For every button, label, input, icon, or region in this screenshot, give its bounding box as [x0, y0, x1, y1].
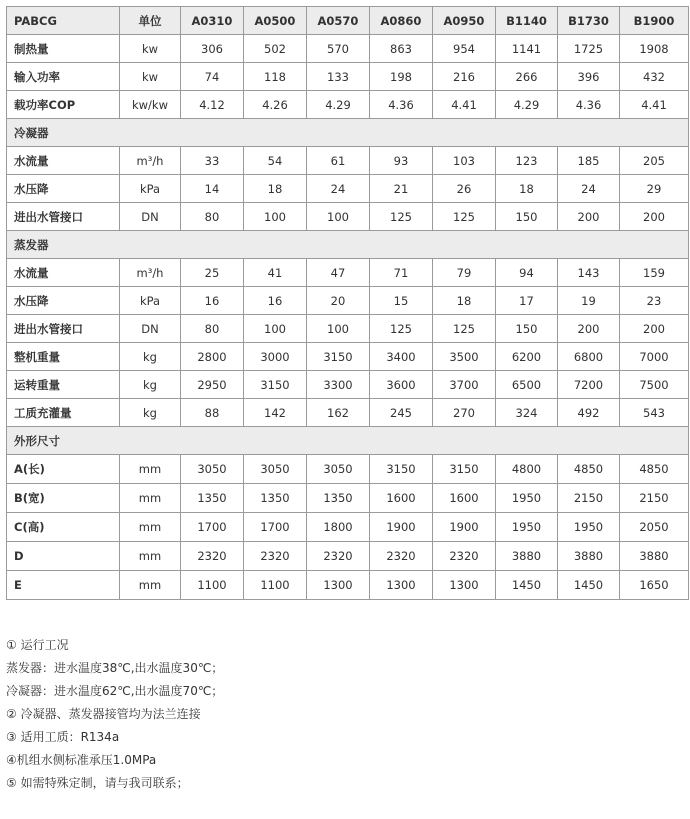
value-cell: 150: [496, 315, 558, 343]
value-cell: 1600: [433, 484, 496, 513]
value-cell: 3600: [370, 371, 433, 399]
value-cell: 14: [181, 175, 244, 203]
table-row: [7, 315, 689, 343]
unit-cell: mm: [120, 513, 181, 542]
table-row: [7, 513, 689, 542]
value-cell: 3700: [433, 371, 496, 399]
value-cell: 3150: [433, 455, 496, 484]
header-model-cell: A0310: [181, 7, 244, 35]
unit-cell: mm: [120, 542, 181, 571]
value-cell: 47: [307, 259, 370, 287]
value-cell: 33: [181, 147, 244, 175]
value-cell: 3300: [307, 371, 370, 399]
value-cell: 15: [370, 287, 433, 315]
value-cell: 3050: [307, 455, 370, 484]
table-row: [7, 484, 689, 513]
value-cell: 23: [620, 287, 689, 315]
value-cell: 54: [244, 147, 307, 175]
unit-cell: kg: [120, 343, 181, 371]
header-model-cell: A0950: [433, 7, 496, 35]
value-cell: 4.12: [181, 91, 244, 119]
value-cell: 4.29: [496, 91, 558, 119]
value-cell: 142: [244, 399, 307, 427]
value-cell: 6200: [496, 343, 558, 371]
table-row: [7, 203, 689, 231]
table-row: [7, 399, 689, 427]
value-cell: 20: [307, 287, 370, 315]
value-cell: 4800: [496, 455, 558, 484]
value-cell: 7000: [620, 343, 689, 371]
value-cell: 863: [370, 35, 433, 63]
value-cell: 7200: [558, 371, 620, 399]
value-cell: 3050: [244, 455, 307, 484]
unit-cell: mm: [120, 571, 181, 600]
value-cell: 1300: [433, 571, 496, 600]
section-row: [7, 231, 689, 259]
value-cell: 185: [558, 147, 620, 175]
value-cell: 1450: [496, 571, 558, 600]
value-cell: 133: [307, 63, 370, 91]
value-cell: 3880: [620, 542, 689, 571]
value-cell: 24: [558, 175, 620, 203]
table-row: [7, 343, 689, 371]
row-label-cell: D: [7, 542, 120, 571]
value-cell: 2320: [244, 542, 307, 571]
table-row: [7, 147, 689, 175]
value-cell: 125: [433, 203, 496, 231]
note-line: 冷凝器：进水温度62℃,出水温度70℃；: [6, 684, 224, 698]
note-line: ④机组水侧标准承压1.0MPa: [6, 753, 157, 767]
value-cell: 3880: [558, 542, 620, 571]
note-line: ③ 适用工质：R134a: [6, 730, 120, 744]
row-label-cell: 输入功率: [7, 63, 120, 91]
value-cell: 198: [370, 63, 433, 91]
value-cell: 492: [558, 399, 620, 427]
value-cell: 954: [433, 35, 496, 63]
unit-cell: kg: [120, 371, 181, 399]
value-cell: 94: [496, 259, 558, 287]
value-cell: 4.36: [558, 91, 620, 119]
value-cell: 100: [307, 203, 370, 231]
unit-cell: m³/h: [120, 259, 181, 287]
value-cell: 1950: [496, 484, 558, 513]
value-cell: 2950: [181, 371, 244, 399]
row-label-cell: 水流量: [7, 147, 120, 175]
value-cell: 80: [181, 203, 244, 231]
value-cell: 1600: [370, 484, 433, 513]
value-cell: 4850: [620, 455, 689, 484]
value-cell: 79: [433, 259, 496, 287]
value-cell: 1950: [496, 513, 558, 542]
value-cell: 1800: [307, 513, 370, 542]
value-cell: 3150: [244, 371, 307, 399]
value-cell: 2800: [181, 343, 244, 371]
header-model-cell: B1900: [620, 7, 689, 35]
value-cell: 1900: [433, 513, 496, 542]
table-row: [7, 571, 689, 600]
section-title-cell: 冷凝器: [7, 119, 689, 147]
table-row: [7, 259, 689, 287]
value-cell: 306: [181, 35, 244, 63]
row-label-cell: 制热量: [7, 35, 120, 63]
row-label-cell: C(高): [7, 513, 120, 542]
header-model-cell: A0500: [244, 7, 307, 35]
value-cell: 25: [181, 259, 244, 287]
value-cell: 1350: [307, 484, 370, 513]
value-cell: 143: [558, 259, 620, 287]
value-cell: 200: [558, 203, 620, 231]
section-title-cell: 外形尺寸: [7, 427, 689, 455]
value-cell: 6800: [558, 343, 620, 371]
value-cell: 100: [244, 315, 307, 343]
value-cell: 2320: [370, 542, 433, 571]
unit-cell: kw/kw: [120, 91, 181, 119]
value-cell: 29: [620, 175, 689, 203]
unit-cell: kg: [120, 399, 181, 427]
row-label-cell: 载功率COP: [7, 91, 120, 119]
value-cell: 93: [370, 147, 433, 175]
value-cell: 24: [307, 175, 370, 203]
value-cell: 88: [181, 399, 244, 427]
value-cell: 41: [244, 259, 307, 287]
value-cell: 3050: [181, 455, 244, 484]
note-line: ② 冷凝器、蒸发器接管均为法兰连接: [6, 707, 201, 721]
value-cell: 16: [181, 287, 244, 315]
row-label-cell: 水流量: [7, 259, 120, 287]
value-cell: 245: [370, 399, 433, 427]
row-label-cell: E: [7, 571, 120, 600]
note-line: ⑤ 如需特殊定制，请与我司联系；: [6, 776, 189, 790]
value-cell: 396: [558, 63, 620, 91]
value-cell: 2320: [433, 542, 496, 571]
value-cell: 1350: [244, 484, 307, 513]
header-unit-cell: 单位: [120, 7, 181, 35]
value-cell: 205: [620, 147, 689, 175]
table-row: [7, 63, 689, 91]
value-cell: 3150: [370, 455, 433, 484]
spec-table: [6, 6, 689, 600]
row-label-cell: A(长): [7, 455, 120, 484]
value-cell: 570: [307, 35, 370, 63]
row-label-cell: 整机重量: [7, 343, 120, 371]
value-cell: 125: [370, 315, 433, 343]
value-cell: 80: [181, 315, 244, 343]
unit-cell: kPa: [120, 175, 181, 203]
header-model-cell: B1730: [558, 7, 620, 35]
value-cell: 6500: [496, 371, 558, 399]
header-model-cell: A0570: [307, 7, 370, 35]
table-row: [7, 455, 689, 484]
value-cell: 2150: [620, 484, 689, 513]
table-row: [7, 175, 689, 203]
value-cell: 18: [433, 287, 496, 315]
value-cell: 1350: [181, 484, 244, 513]
header-corner-cell: PABCG: [7, 7, 120, 35]
value-cell: 125: [370, 203, 433, 231]
note-line: 蒸发器：进水温度38℃,出水温度30℃；: [6, 661, 224, 675]
value-cell: 123: [496, 147, 558, 175]
header-model-cell: B1140: [496, 7, 558, 35]
value-cell: 1950: [558, 513, 620, 542]
section-row: [7, 427, 689, 455]
value-cell: 2050: [620, 513, 689, 542]
value-cell: 543: [620, 399, 689, 427]
value-cell: 1100: [244, 571, 307, 600]
value-cell: 3880: [496, 542, 558, 571]
value-cell: 16: [244, 287, 307, 315]
value-cell: 17: [496, 287, 558, 315]
table-header-row: [7, 7, 689, 35]
value-cell: 1300: [370, 571, 433, 600]
value-cell: 26: [433, 175, 496, 203]
value-cell: 3500: [433, 343, 496, 371]
value-cell: 266: [496, 63, 558, 91]
row-label-cell: 运转重量: [7, 371, 120, 399]
value-cell: 18: [244, 175, 307, 203]
value-cell: 1725: [558, 35, 620, 63]
section-row: [7, 119, 689, 147]
value-cell: 4.26: [244, 91, 307, 119]
value-cell: 100: [244, 203, 307, 231]
value-cell: 1300: [307, 571, 370, 600]
value-cell: 103: [433, 147, 496, 175]
note-line: ① 运行工况: [6, 638, 69, 652]
value-cell: 1908: [620, 35, 689, 63]
unit-cell: DN: [120, 315, 181, 343]
value-cell: 2320: [307, 542, 370, 571]
value-cell: 200: [558, 315, 620, 343]
value-cell: 1700: [244, 513, 307, 542]
row-label-cell: B(宽): [7, 484, 120, 513]
value-cell: 4.41: [433, 91, 496, 119]
table-row: [7, 91, 689, 119]
value-cell: 4.41: [620, 91, 689, 119]
value-cell: 1450: [558, 571, 620, 600]
value-cell: 432: [620, 63, 689, 91]
value-cell: 324: [496, 399, 558, 427]
row-label-cell: 进出水管接口: [7, 203, 120, 231]
table-row: [7, 371, 689, 399]
unit-cell: kPa: [120, 287, 181, 315]
row-label-cell: 工质充灌量: [7, 399, 120, 427]
value-cell: 4850: [558, 455, 620, 484]
value-cell: 18: [496, 175, 558, 203]
value-cell: 216: [433, 63, 496, 91]
value-cell: 118: [244, 63, 307, 91]
value-cell: 71: [370, 259, 433, 287]
value-cell: 125: [433, 315, 496, 343]
value-cell: 1141: [496, 35, 558, 63]
value-cell: 2320: [181, 542, 244, 571]
value-cell: 100: [307, 315, 370, 343]
table-row: [7, 35, 689, 63]
value-cell: 4.36: [370, 91, 433, 119]
value-cell: 1650: [620, 571, 689, 600]
value-cell: 7500: [620, 371, 689, 399]
value-cell: 1100: [181, 571, 244, 600]
unit-cell: mm: [120, 484, 181, 513]
value-cell: 270: [433, 399, 496, 427]
value-cell: 3150: [307, 343, 370, 371]
value-cell: 3400: [370, 343, 433, 371]
value-cell: 2150: [558, 484, 620, 513]
unit-cell: m³/h: [120, 147, 181, 175]
value-cell: 3000: [244, 343, 307, 371]
header-model-cell: A0860: [370, 7, 433, 35]
value-cell: 21: [370, 175, 433, 203]
row-label-cell: 水压降: [7, 287, 120, 315]
unit-cell: mm: [120, 455, 181, 484]
unit-cell: kw: [120, 35, 181, 63]
value-cell: 159: [620, 259, 689, 287]
section-title-cell: 蒸发器: [7, 231, 689, 259]
value-cell: 1900: [370, 513, 433, 542]
row-label-cell: 进出水管接口: [7, 315, 120, 343]
table-row: [7, 542, 689, 571]
value-cell: 1700: [181, 513, 244, 542]
value-cell: 200: [620, 203, 689, 231]
table-row: [7, 287, 689, 315]
value-cell: 200: [620, 315, 689, 343]
notes-section: [6, 634, 686, 795]
value-cell: 502: [244, 35, 307, 63]
value-cell: 150: [496, 203, 558, 231]
value-cell: 162: [307, 399, 370, 427]
unit-cell: kw: [120, 63, 181, 91]
value-cell: 74: [181, 63, 244, 91]
row-label-cell: 水压降: [7, 175, 120, 203]
unit-cell: DN: [120, 203, 181, 231]
value-cell: 4.29: [307, 91, 370, 119]
value-cell: 19: [558, 287, 620, 315]
value-cell: 61: [307, 147, 370, 175]
